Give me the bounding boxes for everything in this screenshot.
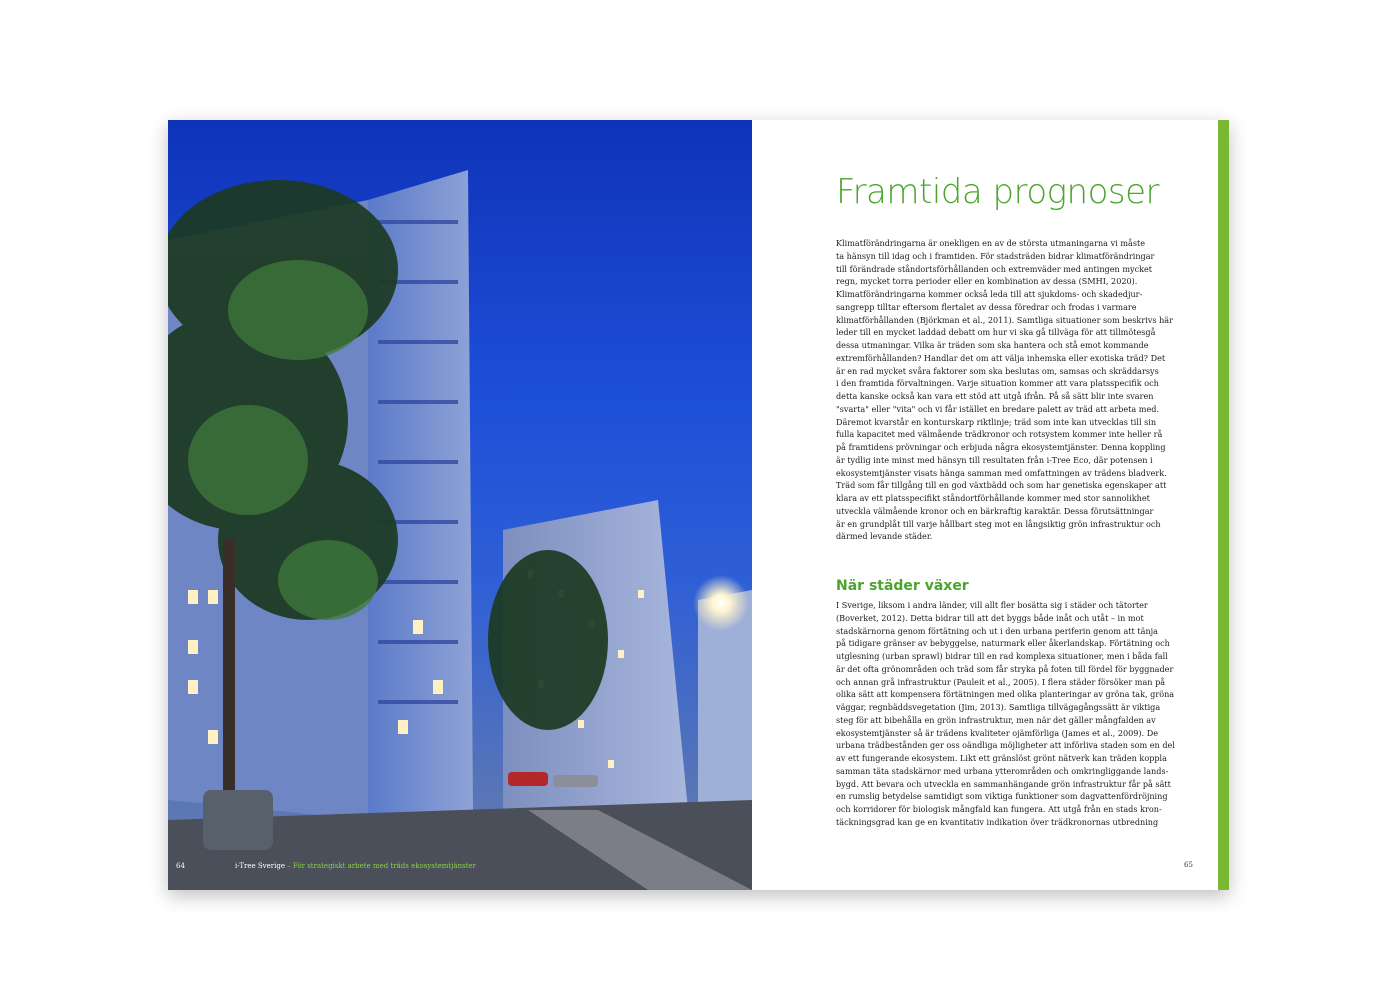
text-line: steg för att bibehålla en grön infrastruktur, men när det gäller mångfalden av: [836, 714, 1156, 725]
text-line: utglesning (urban sprawl) bidrar till en rad komplexa situationer, men i båda fall: [836, 651, 1168, 661]
section-heading: När städer växer: [836, 578, 969, 594]
footer-series-name: i-Tree Sverige: [235, 862, 285, 870]
text-line: stadskärnorna genom förtätning och ut i den urbana periferin genom att tänja: [836, 625, 1159, 636]
text-line: på framtidens prövningar och erbjuda några ekosystemtjänster. Denna koppling: [836, 442, 1166, 452]
left-page-photo: [168, 120, 752, 890]
text-line: är en rad mycket svåra faktorer som ska beslutas om, samsas och skräddarsys: [836, 365, 1159, 376]
text-line: Klimatförändringarna är onekligen en av de största utmaningarna vi måste: [836, 238, 1146, 248]
text-line: (Boverket, 2012). Detta bidrar till att det byggs både inåt och utåt – in mot: [836, 612, 1144, 623]
left-page-number: 64: [176, 862, 185, 870]
text-line: är det ofta grönområden och träd som får stryka på foten till fördel för byggnader: [836, 663, 1174, 674]
book-spread: [168, 120, 1229, 890]
right-page: [752, 120, 1218, 890]
body-paragraph-2: [836, 599, 1216, 829]
text-line: "svarta" eller "vita" och vi får istället en bredare palett av träd att arbeta med.: [836, 403, 1159, 414]
text-line: av ett fungerande ekosystem. Likt ett gränslöst grönt nätverk kan träden koppla: [836, 753, 1167, 763]
text-line: regn, mycket torra perioder eller en kombination av dessa (SMHI, 2020).: [836, 276, 1138, 287]
text-line: en rumslig betydelse samtidigt som viktiga funktioner som dagvattenfördröjning: [836, 791, 1168, 802]
text-line: extremförhållanden? Handlar det om att välja inhemska eller exotiska träd? Det: [836, 352, 1166, 363]
text-line: olika sätt att kompensera förtätningen med olika planteringar av gröna tak, gröna: [836, 689, 1175, 700]
night-buildings-illustration: [168, 120, 752, 890]
text-line: Klimatförändringarna kommer också leda till att sjukdoms- och skadedjur-: [836, 289, 1143, 299]
text-line: Träd som får tillgång till en god växtbädd och som har genetiska egenskaper att: [836, 480, 1167, 491]
text-line: är tydlig inte minst med hänsyn till resultaten från i-Tree Eco, där potensen i: [836, 454, 1153, 465]
text-line: urbana trädbestånden ger oss oändliga möjligheter att införliva staden som en del: [836, 740, 1175, 751]
left-page-footer: [168, 858, 752, 878]
text-line: väggar, regnbäddsvegetation (Jim, 2013). Samtliga tillvägagångssätt är viktiga: [836, 702, 1161, 712]
text-line: leder till en mycket laddad debatt om hur vi ska gå tillväga för att tillmötesgå: [836, 327, 1156, 338]
text-line: ekosystemtjänster så är trädens kvaliteter ojämförliga (James et al., 2009). De: [836, 727, 1159, 738]
text-line: ta hänsyn till idag och i framtiden. För stadsträden bidrar klimatförändringar: [836, 250, 1155, 261]
text-line: och annan grå infrastruktur (Pauleit et al., 2005). I flera städer försöker man på: [836, 676, 1166, 687]
text-line: dessa utmaningar. Vilka är träden som ska hantera och stå emot kommande: [836, 340, 1149, 350]
page-edge-green-bar: [1218, 120, 1229, 890]
text-line: Däremot kvarstår en konturskarp riktlinje; träd som inte kan utvecklas till sin: [836, 416, 1157, 427]
text-line: därmed levande städer.: [836, 531, 933, 542]
page-title: Framtida prognoser: [836, 172, 1159, 212]
body-paragraph-1: [836, 237, 1216, 543]
footer-subtitle: – För strategiskt arbete med träds ekosystemtjänster: [284, 862, 476, 870]
text-line: detta kanske också kan vara ett stöd att utgå ifrån. På så sätt blir inte svaren: [836, 391, 1154, 401]
footer-running-title: [235, 862, 476, 870]
text-line: sangrepp tilltar eftersom flertalet av dessa föredrar och frodas i varmare: [836, 301, 1137, 312]
text-line: utveckla välmående kronor och en bärkraftig karaktär. Dessa förutsättningar: [836, 505, 1154, 516]
text-line: täckningsgrad kan ge en kvantitativ indikation över trädkronornas utbredning: [836, 816, 1159, 827]
text-line: I Sverige, liksom i andra länder, vill allt fler bosätta sig i städer och tätorter: [836, 600, 1148, 610]
text-line: ekosystemtjänster visats hänga samman med omfattningen av trädens bladverk.: [836, 467, 1167, 478]
text-line: klara av ett platsspecifikt ståndortförhållande kommer med stor sannolikhet: [836, 493, 1150, 503]
text-line: fulla kapacitet med välmående trädkronor och rotsystem kommer inte heller rå: [836, 429, 1163, 440]
text-line: till förändrade ståndortsförhållanden och extremväder med antingen mycket: [836, 263, 1153, 274]
right-page-number: 65: [1184, 861, 1193, 869]
text-line: bygd. Att bevara och utveckla en sammanhängande grön infrastruktur får på sätt: [836, 778, 1171, 789]
text-line: är en grundplåt till varje hållbart steg mot en långsiktig grön infrastruktur och: [836, 518, 1161, 529]
text-line: och korridorer för biologisk mångfald kan fungera. Att utgå från en stads kron-: [836, 804, 1162, 814]
text-line: i den framtida förvaltningen. Varje situation kommer att vara platsspecifik och: [836, 378, 1159, 389]
text-line: klimatförhållanden (Björkman et al., 2011). Samtliga situationer som beskrivs här: [836, 314, 1173, 325]
text-line: samman täta stadskärnor med urbana ytterområden och omkringliggande lands-: [836, 765, 1169, 776]
text-line: på tidigare gränser av bebyggelse, naturmark eller åkerlandskap. Förtätning och: [836, 638, 1170, 649]
